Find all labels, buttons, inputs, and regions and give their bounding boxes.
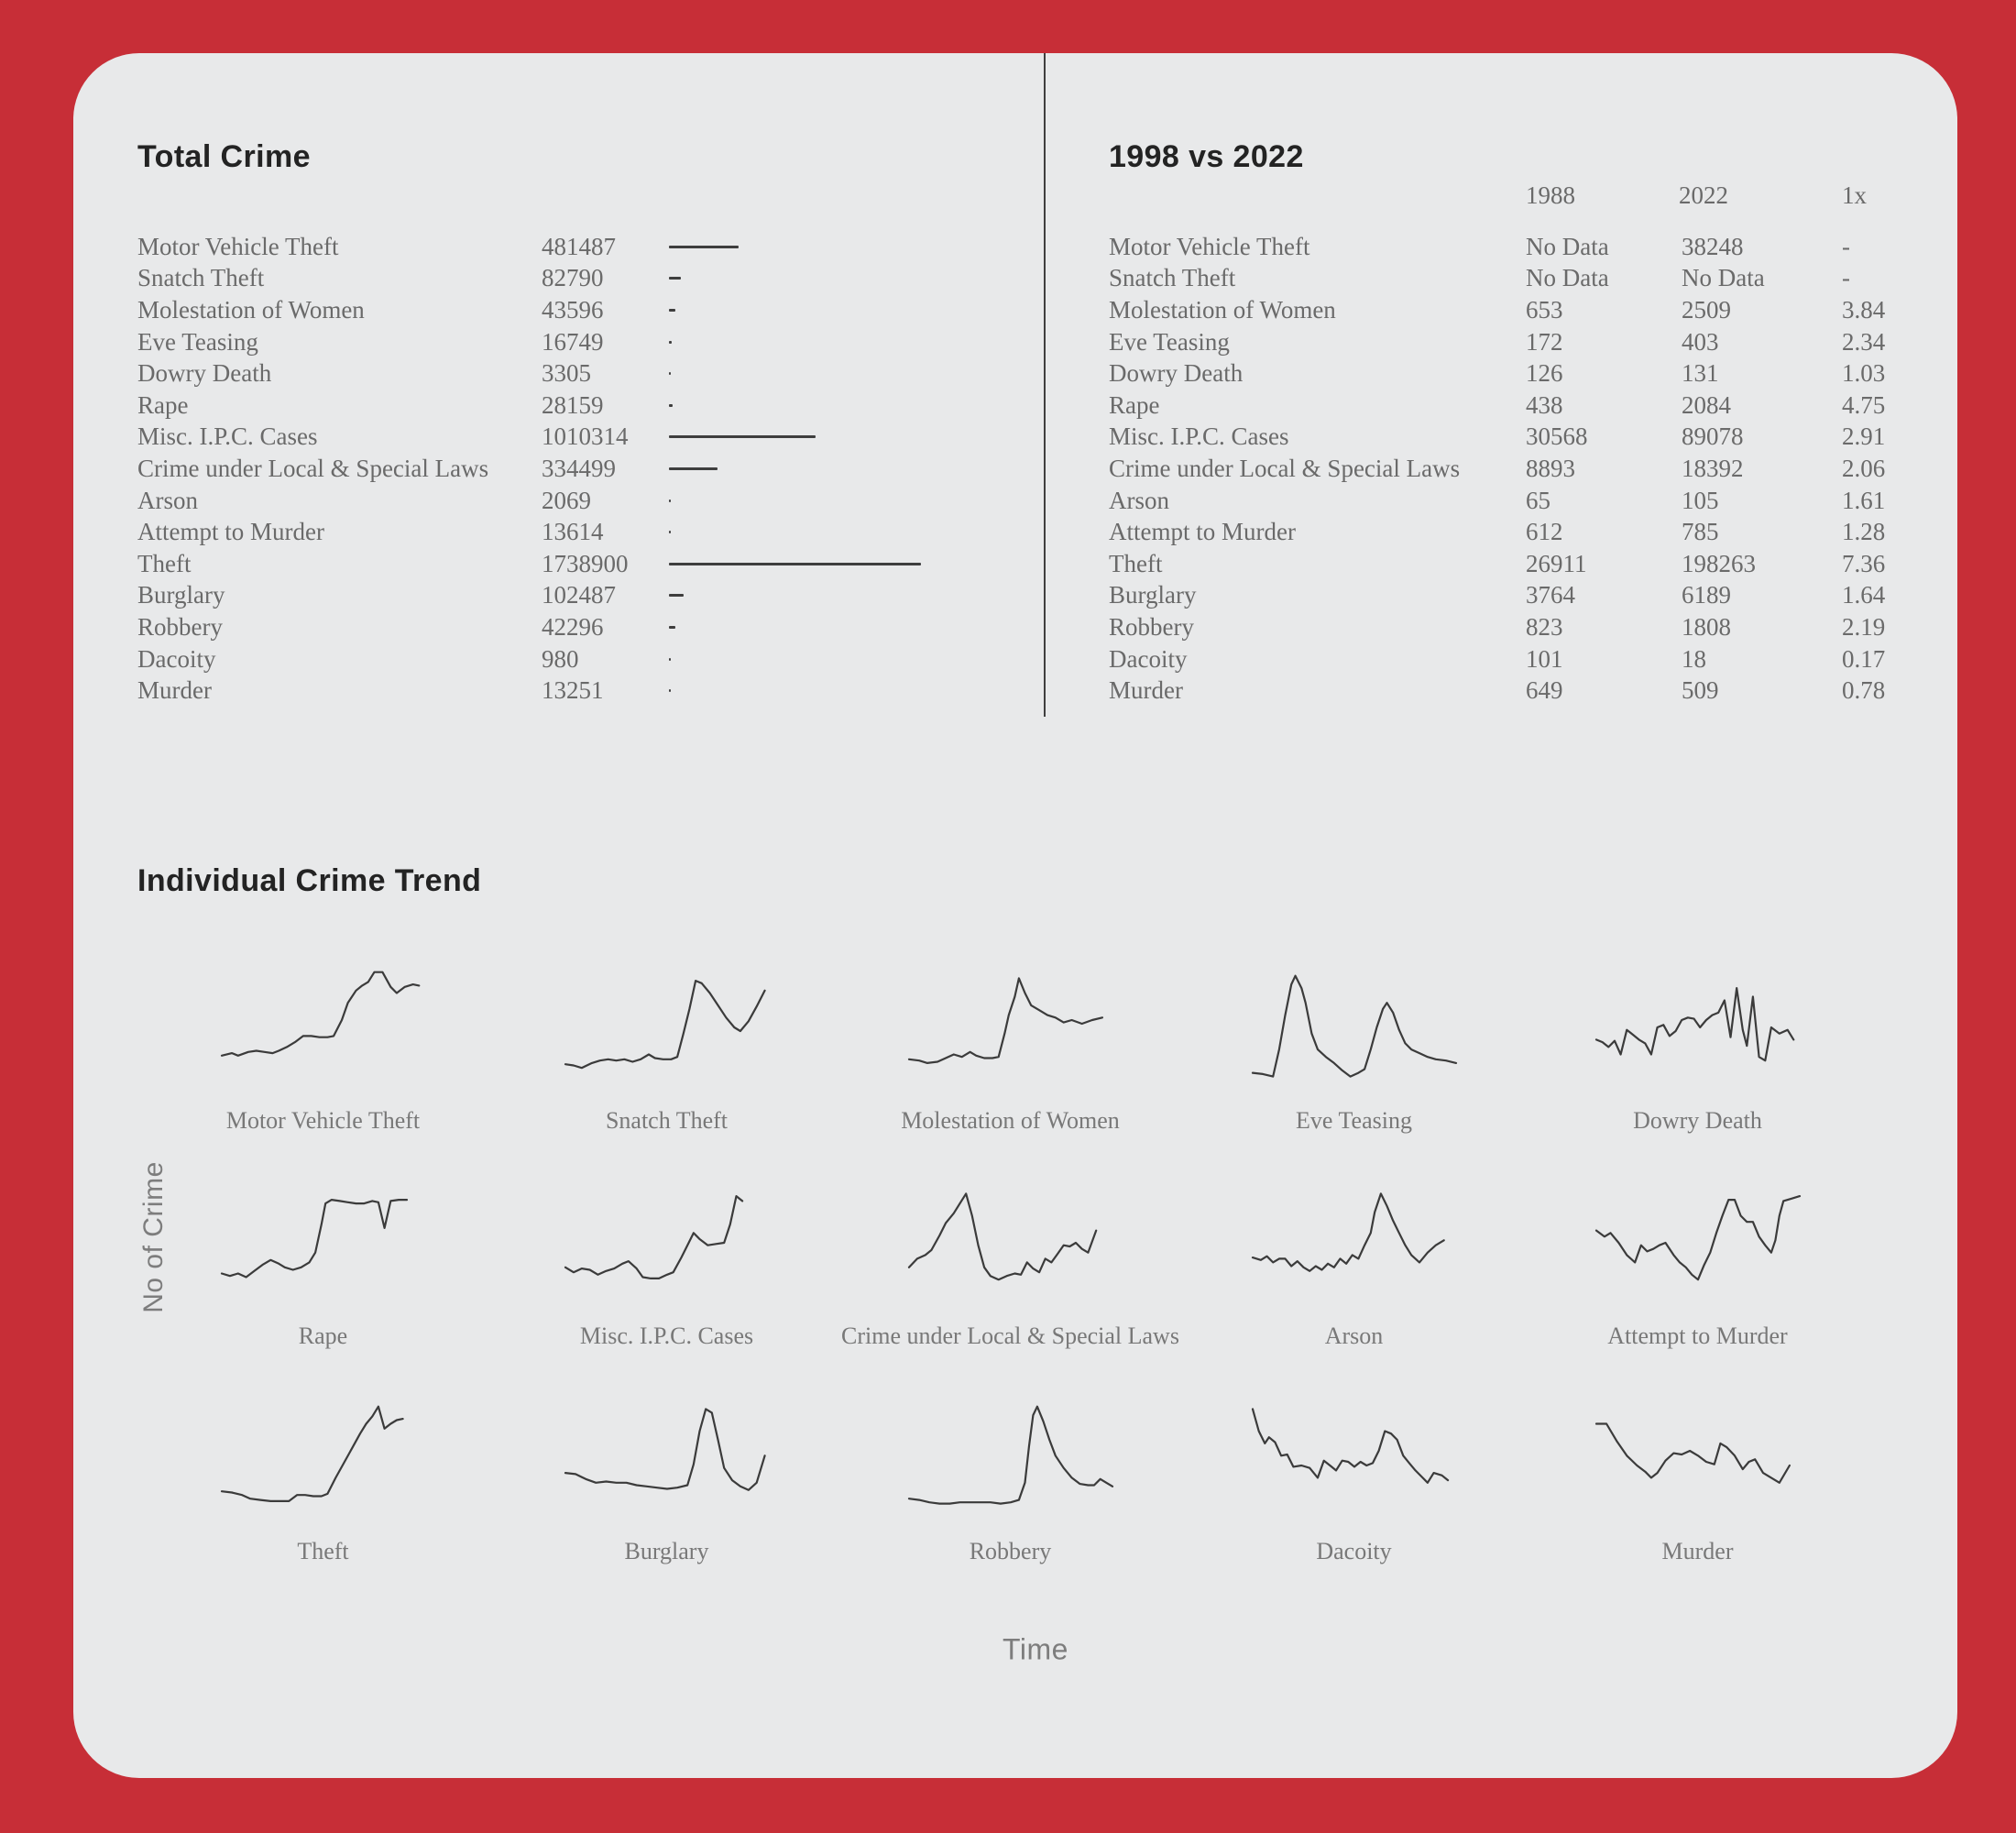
sparkline-path — [565, 981, 765, 1068]
crime-label: Burglary — [1109, 581, 1197, 609]
comparison-row — [1109, 643, 1915, 675]
value-1988: No Data — [1526, 264, 1609, 292]
crime-bar — [669, 277, 681, 280]
trend-sparkline-grid — [151, 960, 1869, 1607]
sparkline-cell — [1526, 1391, 1869, 1607]
value-1988: 649 — [1526, 676, 1563, 705]
comparison-row — [1109, 675, 1915, 707]
total-crime-row — [137, 675, 921, 707]
sparkline-cell — [151, 1176, 495, 1391]
crime-bar — [669, 531, 671, 533]
crime-label: Molestation of Women — [137, 295, 365, 324]
crime-value: 1738900 — [542, 549, 629, 577]
crime-bar — [669, 404, 673, 407]
sparkline-chart — [905, 1176, 1116, 1312]
total-crime-row — [137, 548, 921, 580]
crime-bar — [669, 309, 675, 312]
crime-label: Arson — [137, 486, 198, 514]
sparkline-cell — [1182, 1176, 1526, 1391]
comparison-title: 1998 vs 2022 — [1109, 139, 1304, 174]
value-2022: 403 — [1682, 327, 1719, 356]
value-ratio: 3.84 — [1842, 295, 1886, 324]
sparkline-chart — [1249, 960, 1460, 1096]
sparkline-chart — [1593, 1391, 1803, 1527]
sparkline-cell — [838, 1391, 1182, 1607]
value-1988: 823 — [1526, 612, 1563, 641]
value-ratio: 0.17 — [1842, 644, 1886, 673]
value-2022: 6189 — [1682, 581, 1731, 609]
sparkline-label: Misc. I.P.C. Cases — [579, 1323, 754, 1349]
crime-value: 13614 — [542, 518, 604, 546]
value-2022: 18 — [1682, 644, 1706, 673]
crime-label: Attempt to Murder — [1109, 518, 1296, 546]
crime-label: Motor Vehicle Theft — [137, 232, 339, 260]
crime-label: Molestation of Women — [1109, 295, 1336, 324]
value-1988: No Data — [1526, 232, 1609, 260]
sparkline-path — [1253, 976, 1456, 1077]
crime-value: 1010314 — [542, 423, 629, 451]
comparison-row — [1109, 390, 1915, 422]
total-crime-table — [137, 231, 921, 707]
crime-value: 334499 — [542, 454, 616, 482]
crime-label: Rape — [137, 390, 189, 419]
crime-label: Dacoity — [1109, 644, 1188, 673]
total-crime-row — [137, 643, 921, 675]
crime-label: Eve Teasing — [137, 327, 258, 356]
sparkline-label: Rape — [298, 1323, 348, 1349]
value-2022: 785 — [1682, 518, 1719, 546]
value-1988: 172 — [1526, 327, 1563, 356]
value-1988: 3764 — [1526, 581, 1575, 609]
sparkline-label: Crime under Local & Special Laws — [841, 1323, 1179, 1349]
value-2022: 18392 — [1682, 454, 1744, 482]
crime-label: Murder — [1109, 676, 1183, 705]
comparison-header-row — [73, 181, 1957, 213]
crime-bar — [669, 689, 671, 692]
value-2022: 2509 — [1682, 295, 1731, 324]
crime-bar — [669, 467, 718, 470]
value-ratio: 2.91 — [1842, 423, 1886, 451]
sparkline-path — [1253, 1409, 1448, 1482]
crime-value: 481487 — [542, 232, 616, 260]
sparkline-cell — [838, 960, 1182, 1176]
sparkline-cell — [495, 1176, 838, 1391]
crime-value: 82790 — [542, 264, 604, 292]
sparkline-label: Arson — [1324, 1323, 1384, 1349]
total-crime-row — [137, 294, 921, 326]
sparkline-chart — [218, 1176, 429, 1312]
comparison-row — [1109, 611, 1915, 643]
value-1988: 653 — [1526, 295, 1563, 324]
crime-value: 2069 — [542, 486, 591, 514]
value-ratio: 2.19 — [1842, 612, 1886, 641]
sparkline-path — [1596, 988, 1793, 1060]
sparkline-chart — [218, 960, 429, 1096]
comparison-row — [1109, 580, 1915, 612]
sparkline-label: Motor Vehicle Theft — [225, 1107, 421, 1134]
crime-bar — [669, 372, 671, 375]
crime-label: Robbery — [1109, 612, 1194, 641]
crime-bar — [669, 658, 671, 661]
comparison-table — [1109, 231, 1915, 707]
sparkline-path — [909, 1407, 1112, 1504]
value-ratio: 1.61 — [1842, 486, 1886, 514]
sparkline-chart — [905, 1391, 1116, 1527]
crime-value: 16749 — [542, 327, 604, 356]
value-ratio: 2.34 — [1842, 327, 1886, 356]
value-1988: 8893 — [1526, 454, 1575, 482]
column-header-2022: 2022 — [1679, 181, 1728, 209]
value-2022: 131 — [1682, 359, 1719, 388]
crime-label: Dacoity — [137, 644, 216, 673]
crime-bar — [669, 563, 921, 565]
sparkline-label: Eve Teasing — [1296, 1107, 1412, 1134]
crime-bar — [669, 626, 675, 629]
value-1988: 101 — [1526, 644, 1563, 673]
value-ratio: 0.78 — [1842, 676, 1886, 705]
crime-label: Snatch Theft — [1109, 264, 1236, 292]
sparkline-chart — [562, 960, 772, 1096]
total-crime-row — [137, 453, 921, 485]
value-2022: 38248 — [1682, 232, 1744, 260]
total-crime-row — [137, 263, 921, 295]
crime-label: Murder — [137, 676, 212, 705]
sparkline-chart — [1249, 1176, 1460, 1312]
y-axis-label: No of Crime — [138, 1161, 169, 1313]
value-ratio: 2.06 — [1842, 454, 1886, 482]
crime-bar — [669, 499, 671, 502]
value-2022: 2084 — [1682, 390, 1731, 419]
crime-label: Rape — [1109, 390, 1160, 419]
crime-bar — [669, 435, 816, 438]
sparkline-chart — [562, 1391, 772, 1527]
crime-label: Crime under Local & Special Laws — [1109, 454, 1461, 482]
sparkline-path — [909, 978, 1102, 1063]
sparkline-label: Dowry Death — [1633, 1107, 1762, 1134]
value-1988: 126 — [1526, 359, 1563, 388]
value-ratio: 1.28 — [1842, 518, 1886, 546]
crime-value: 3305 — [542, 359, 591, 388]
sparkline-cell — [495, 960, 838, 1176]
column-header-1988: 1988 — [1526, 181, 1575, 209]
crime-value: 43596 — [542, 295, 604, 324]
crime-label: Snatch Theft — [137, 264, 265, 292]
total-crime-row — [137, 326, 921, 358]
crime-label: Robbery — [137, 612, 223, 641]
value-ratio: 4.75 — [1842, 390, 1886, 419]
column-header-1x: 1x — [1842, 181, 1867, 209]
crime-value: 102487 — [542, 581, 616, 609]
crime-bar — [669, 246, 739, 248]
value-1988: 612 — [1526, 518, 1563, 546]
total-crime-row — [137, 422, 921, 454]
comparison-row — [1109, 326, 1915, 358]
crime-label: Theft — [1109, 549, 1163, 577]
comparison-row — [1109, 453, 1915, 485]
value-ratio: 1.64 — [1842, 581, 1886, 609]
total-crime-row — [137, 580, 921, 612]
value-2022: 198263 — [1682, 549, 1756, 577]
sparkline-label: Burglary — [624, 1538, 709, 1564]
crime-bar — [669, 594, 684, 597]
sparkline-chart — [905, 960, 1116, 1096]
crime-value: 28159 — [542, 390, 604, 419]
total-crime-row — [137, 357, 921, 390]
crime-label: Motor Vehicle Theft — [1109, 232, 1310, 260]
sparkline-label: Snatch Theft — [605, 1107, 729, 1134]
value-1988: 30568 — [1526, 423, 1588, 451]
crime-label: Crime under Local & Special Laws — [137, 454, 489, 482]
sparkline-chart — [218, 1391, 429, 1527]
value-2022: No Data — [1682, 264, 1765, 292]
value-ratio: 7.36 — [1842, 549, 1886, 577]
sparkline-path — [222, 1407, 403, 1501]
sparkline-chart — [562, 1176, 772, 1312]
sparkline-cell — [151, 960, 495, 1176]
value-ratio: - — [1842, 264, 1850, 292]
sparkline-label: Molestation of Women — [901, 1107, 1120, 1134]
sparkline-path — [222, 1200, 407, 1277]
value-2022: 1808 — [1682, 612, 1731, 641]
comparison-row — [1109, 548, 1915, 580]
value-ratio: 1.03 — [1842, 359, 1886, 388]
sparkline-label: Attempt to Murder — [1607, 1323, 1788, 1349]
value-2022: 105 — [1682, 486, 1719, 514]
sparkline-cell — [1526, 1176, 1869, 1391]
sparkline-label: Dacoity — [1316, 1538, 1392, 1564]
value-1988: 26911 — [1526, 549, 1587, 577]
crime-value: 980 — [542, 644, 579, 673]
content-card — [73, 53, 1957, 1778]
sparkline-path — [1596, 1196, 1800, 1279]
crime-label: Burglary — [137, 581, 225, 609]
crime-label: Dowry Death — [1109, 359, 1244, 388]
total-crime-title: Total Crime — [137, 139, 311, 174]
comparison-row — [1109, 294, 1915, 326]
sparkline-path — [909, 1193, 1096, 1279]
sparkline-path — [565, 1196, 742, 1279]
value-2022: 89078 — [1682, 423, 1744, 451]
comparison-row — [1109, 357, 1915, 390]
total-crime-row — [137, 516, 921, 548]
crime-value: 42296 — [542, 612, 604, 641]
crime-label: Eve Teasing — [1109, 327, 1230, 356]
sparkline-cell — [151, 1391, 495, 1607]
total-crime-row — [137, 390, 921, 422]
sparkline-path — [222, 972, 419, 1056]
sparkline-cell — [1526, 960, 1869, 1176]
total-crime-row — [137, 611, 921, 643]
sparkline-cell — [495, 1391, 838, 1607]
crime-bar — [669, 341, 672, 344]
sparkline-label: Murder — [1661, 1538, 1734, 1564]
comparison-row — [1109, 231, 1915, 263]
sparkline-path — [1253, 1193, 1444, 1270]
crime-label: Arson — [1109, 486, 1169, 514]
x-axis-label: Time — [1003, 1632, 1068, 1666]
comparison-row — [1109, 516, 1915, 548]
sparkline-cell — [1182, 1391, 1526, 1607]
crime-label: Misc. I.P.C. Cases — [137, 423, 318, 451]
comparison-row — [1109, 263, 1915, 295]
value-1988: 438 — [1526, 390, 1563, 419]
total-crime-row — [137, 231, 921, 263]
sparkline-path — [565, 1409, 765, 1489]
crime-label: Dowry Death — [137, 359, 272, 388]
sparkline-chart — [1249, 1391, 1460, 1527]
sparkline-chart — [1593, 960, 1803, 1096]
crime-label: Misc. I.P.C. Cases — [1109, 423, 1289, 451]
value-1988: 65 — [1526, 486, 1550, 514]
sparkline-cell — [838, 1176, 1182, 1391]
trend-title: Individual Crime Trend — [137, 863, 482, 898]
value-2022: 509 — [1682, 676, 1719, 705]
sparkline-label: Robbery — [969, 1538, 1052, 1564]
section-divider-line — [1044, 53, 1046, 717]
crime-label: Attempt to Murder — [137, 518, 324, 546]
comparison-row — [1109, 422, 1915, 454]
total-crime-row — [137, 485, 921, 517]
sparkline-path — [1596, 1424, 1790, 1483]
sparkline-chart — [1593, 1176, 1803, 1312]
crime-value: 13251 — [542, 676, 604, 705]
crime-label: Theft — [137, 549, 192, 577]
sparkline-cell — [1182, 960, 1526, 1176]
comparison-row — [1109, 485, 1915, 517]
sparkline-label: Theft — [297, 1538, 349, 1564]
value-ratio: - — [1842, 232, 1850, 260]
